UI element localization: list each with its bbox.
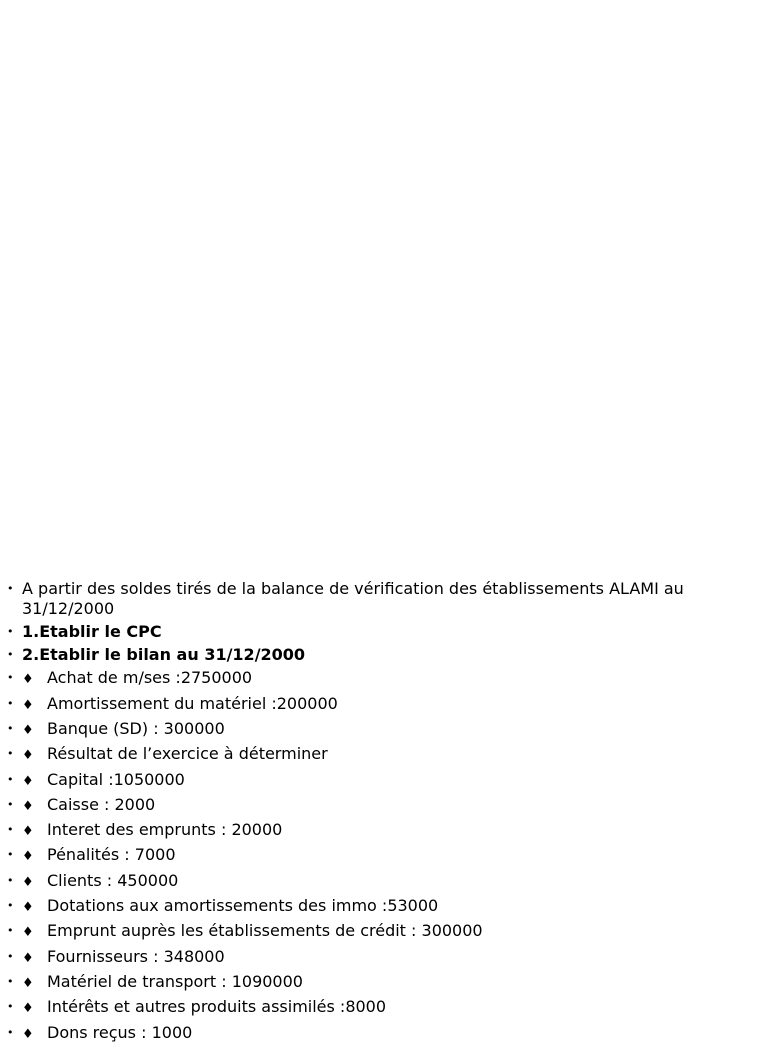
bullet-dot-icon: • — [7, 1000, 14, 1014]
task-item — [0, 622, 768, 642]
balance-item-text: Emprunt auprès les établissements de crédit : 300000 — [47, 921, 483, 941]
balance-item — [0, 719, 768, 741]
balance-item-text: Achat de m/ses :2750000 — [47, 668, 253, 688]
bullet-dot-icon: • — [7, 949, 14, 963]
diamond-bullet-icon: ♦ — [22, 773, 34, 789]
diamond-bullet-icon: ♦ — [22, 824, 34, 840]
bullet-dot-icon: • — [7, 974, 14, 988]
bullet-dot-icon: • — [7, 671, 14, 685]
diamond-bullet-icon: ♦ — [22, 925, 34, 941]
balance-item — [0, 694, 768, 716]
balance-item — [0, 668, 768, 690]
task-text: 2.Etablir le bilan au 31/12/2000 — [22, 645, 306, 665]
bullet-dot-icon: • — [7, 624, 14, 638]
balance-item — [0, 744, 768, 766]
balance-item — [0, 871, 768, 893]
diamond-bullet-icon: ♦ — [22, 697, 34, 713]
balance-item-text: Banque (SD) : 300000 — [47, 718, 225, 738]
diamond-bullet-icon: ♦ — [22, 722, 34, 738]
balance-item-text: Amortissement du matériel :200000 — [47, 693, 338, 713]
balance-item-text: Caisse : 2000 — [47, 794, 156, 814]
diamond-bullet-icon: ♦ — [22, 874, 34, 890]
bullet-dot-icon: • — [7, 848, 14, 862]
balance-item — [0, 921, 768, 943]
balance-item-text: Matériel de transport : 1090000 — [47, 971, 303, 991]
diamond-bullet-icon: ♦ — [22, 672, 34, 688]
diamond-bullet-icon: ♦ — [22, 950, 34, 966]
bullet-dot-icon: • — [7, 823, 14, 837]
diamond-bullet-icon: ♦ — [22, 849, 34, 865]
intro-text: A partir des soldes tirés de la balance de vérification des établissements ALAMI au 31/12/2000 — [22, 579, 684, 618]
balance-item — [0, 997, 768, 1019]
bullet-dot-icon: • — [7, 797, 14, 811]
bullet-list — [0, 579, 768, 1048]
intro-item — [0, 579, 768, 618]
bullet-dot-icon: • — [7, 899, 14, 913]
bullet-dot-icon: • — [7, 924, 14, 938]
diamond-bullet-icon: ♦ — [22, 748, 34, 764]
balance-item — [0, 795, 768, 817]
diamond-bullet-icon: ♦ — [22, 1026, 34, 1042]
balance-item-text: Capital :1050000 — [47, 769, 185, 789]
balance-item — [0, 820, 768, 842]
balance-item — [0, 972, 768, 994]
balance-item-text: Fournisseurs : 348000 — [47, 946, 225, 966]
bullet-dot-icon: • — [7, 747, 14, 761]
balance-item — [0, 770, 768, 792]
balance-item — [0, 1023, 768, 1045]
bullet-dot-icon: • — [7, 1025, 14, 1039]
diamond-bullet-icon: ♦ — [22, 975, 34, 991]
balance-item-text: Pénalités : 7000 — [47, 845, 176, 865]
diamond-bullet-icon: ♦ — [22, 900, 34, 916]
balance-item-text: Intérêts et autres produits assimilés :8000 — [47, 997, 387, 1017]
bullet-dot-icon: • — [7, 696, 14, 710]
balance-item-text: Dons reçus : 1000 — [47, 1022, 193, 1042]
bullet-dot-icon: • — [7, 772, 14, 786]
task-text: 1.Etablir le CPC — [22, 621, 162, 641]
bullet-dot-icon: • — [7, 873, 14, 887]
balance-item — [0, 845, 768, 867]
balance-item-text: Résultat de l’exercice à déterminer — [47, 744, 328, 764]
bullet-dot-icon: • — [7, 582, 14, 595]
task-item — [0, 645, 768, 665]
diamond-bullet-icon: ♦ — [22, 798, 34, 814]
balance-item-text: Dotations aux amortissements des immo :53000 — [47, 896, 439, 916]
bullet-dot-icon: • — [7, 721, 14, 735]
bullet-dot-icon: • — [7, 648, 14, 662]
balance-item-text: Clients : 450000 — [47, 870, 179, 890]
diamond-bullet-icon: ♦ — [22, 1001, 34, 1017]
balance-item — [0, 896, 768, 918]
balance-item — [0, 947, 768, 969]
balance-item-text: Interet des emprunts : 20000 — [47, 820, 283, 840]
